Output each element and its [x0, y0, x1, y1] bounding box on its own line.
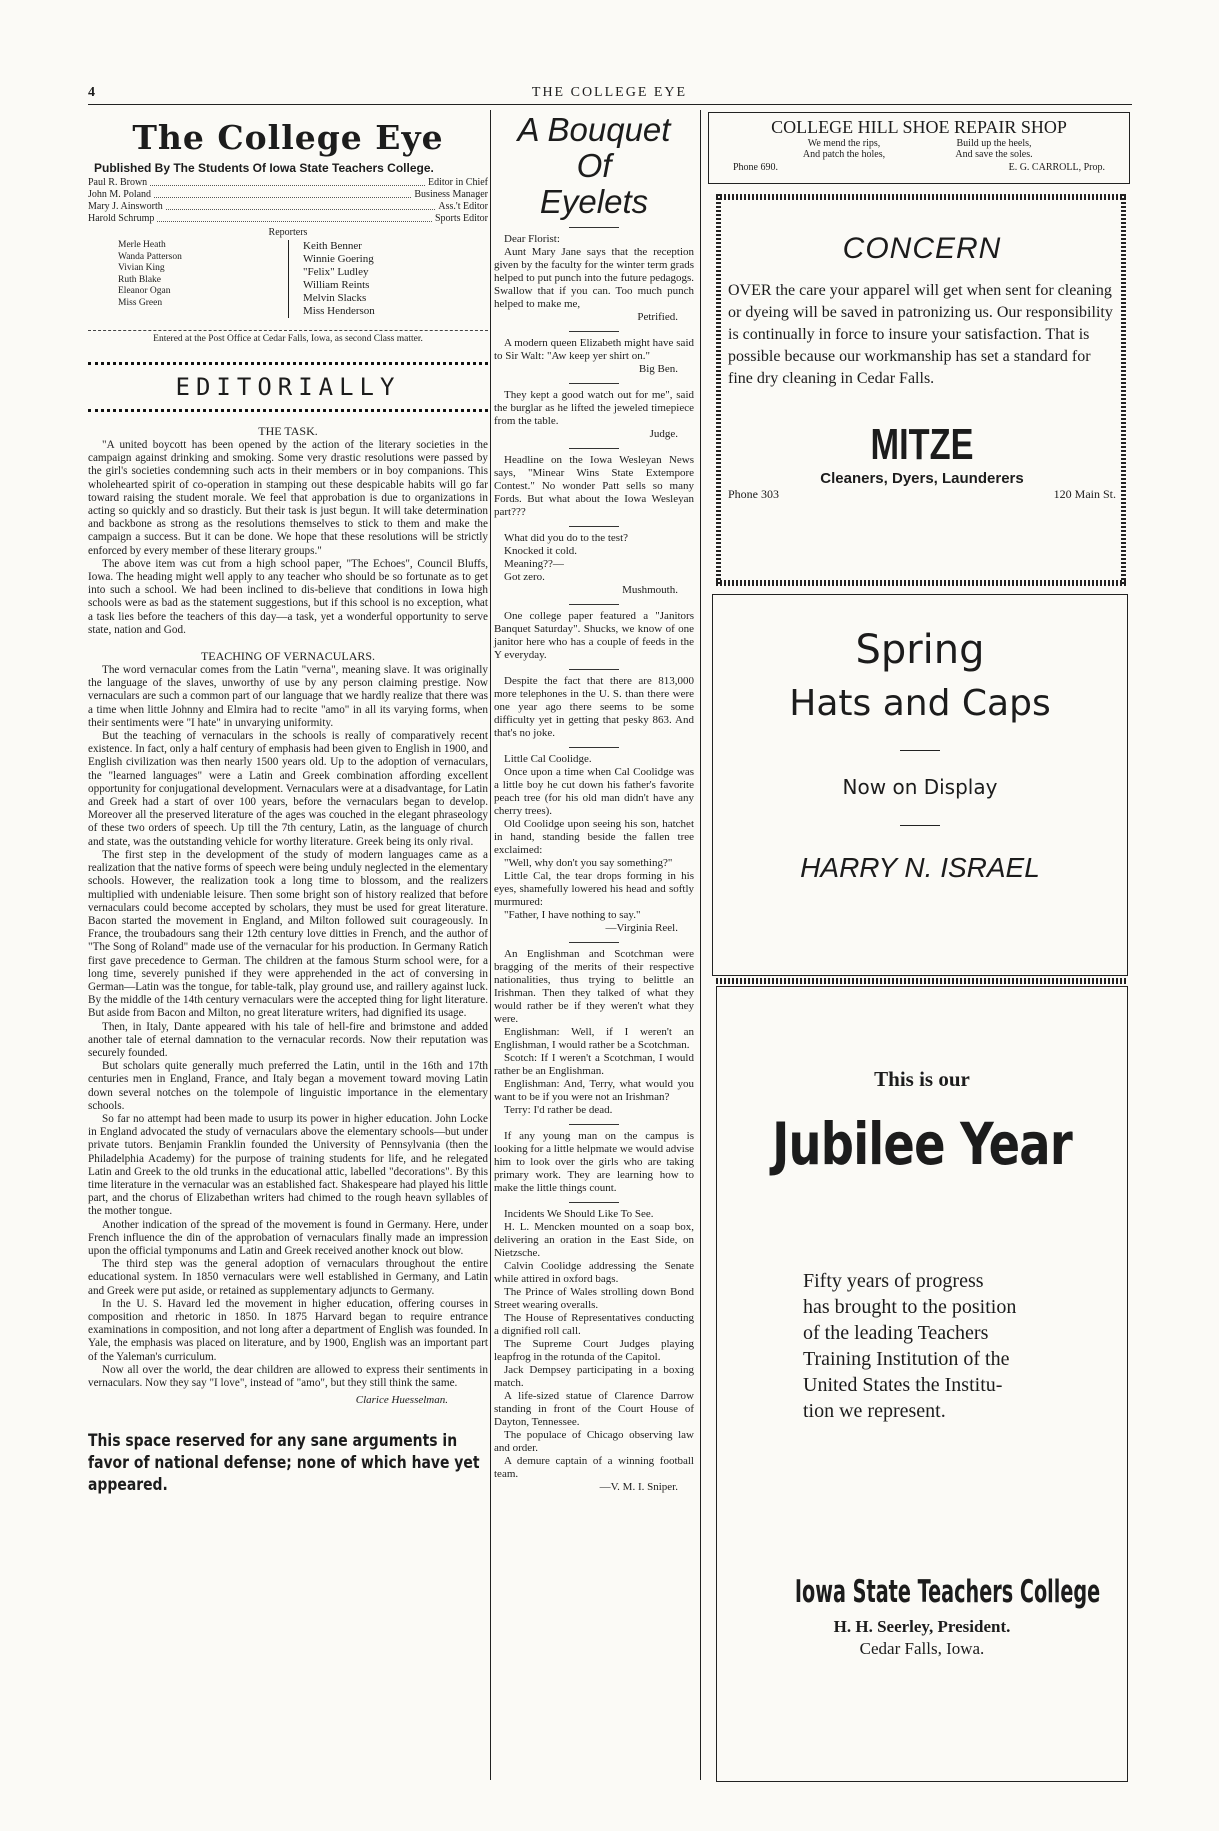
jubilee-body-line: Fifty years of progress	[803, 1270, 984, 1292]
bouquet-line: Meaning??—	[504, 558, 564, 570]
israel-ad	[712, 594, 1128, 976]
bouquet-line: The House of Representatives conducting a dignified roll call.	[494, 1312, 694, 1337]
bouquet-item	[494, 454, 694, 519]
bouquet-item	[494, 1130, 694, 1195]
bouquet-title-line: A Bouquet	[517, 111, 671, 148]
bouquet-signature: —V. M. I. Sniper.	[599, 1481, 678, 1493]
reporter: Merle Heath	[118, 240, 166, 250]
article-paragraph: Another indication of the spread of the movement is found in Germany. Here, under French influence the din of the approbation of vernaculars finally made an impression upon the official tymponums and Latin and Greek received another knock out blow.	[88, 1218, 488, 1257]
bouquet-item	[494, 948, 694, 1117]
jubilee-body	[803, 1268, 1127, 1424]
bouquet-line: Little Cal Coolidge.	[504, 753, 592, 765]
bouquet-item	[494, 532, 694, 597]
bouquet-line: Scotch: If I weren't a Scotchman, I would rather be an Englishman.	[494, 1052, 694, 1077]
shoe-ad-phone: Phone 690.	[733, 162, 778, 173]
article-signature: Clarice Huesselman.	[355, 1394, 448, 1407]
divider	[569, 227, 619, 228]
reporter: William Reints	[303, 279, 370, 291]
shoe-ad-text: Build up the heels,	[956, 138, 1032, 149]
shoe-ad-text: And save the soles.	[955, 149, 1033, 160]
reporter: Eleanor Ogan	[118, 286, 171, 296]
staff-row	[88, 189, 488, 201]
bouquet-line: Englishman: Well, if I weren't an Englishman, I would rather be a Scotchman.	[494, 1026, 694, 1051]
bouquet-line: A demure captain of a winning football team.	[494, 1455, 694, 1480]
staff-role: Editor in Chief	[428, 177, 488, 188]
bouquet-items	[494, 233, 694, 1494]
space-notice: This space reserved for any sane arguments in favor of national defense; none of which have yet appeared.	[88, 1431, 480, 1496]
bouquet-signature: Mushmouth.	[622, 584, 678, 596]
bouquet-item	[494, 610, 694, 662]
mitze-name: MITZE	[870, 420, 974, 469]
shoe-ad-text: We mend the rips,	[807, 138, 881, 149]
divider	[569, 747, 619, 748]
bouquet-line: Jack Dempsey participating in a boxing match.	[494, 1364, 694, 1389]
college-name: Iowa State Teachers College	[794, 1574, 1101, 1610]
article-paragraph: Now all over the world, the dear children are allowed to express their sentiments in vernaculars. Now they say "I love", instead of "amo", but they still think the same.	[88, 1363, 488, 1390]
shoe-ad-lines	[709, 138, 1129, 160]
bouquet-line: A modern queen Elizabeth might have said to Sir Walt: "Aw keep yer shirt on."	[494, 337, 694, 362]
bouquet-line: They kept a good watch out for me", said the burglar as he lifted the jeweled timepiece from the table.	[494, 389, 694, 427]
mitze-phone: Phone 303	[728, 487, 779, 501]
reporter: Vivian King	[118, 263, 165, 273]
divider	[569, 331, 619, 332]
shoe-ad-text: And patch the holes,	[802, 149, 886, 160]
reporter: Winnie Goering	[303, 253, 374, 265]
staff-name: Mary J. Ainsworth	[88, 201, 163, 212]
decorative-border	[716, 580, 1126, 586]
bouquet-item	[494, 1208, 694, 1494]
article-title: THE TASK.	[258, 424, 318, 438]
bouquet-line: Terry: I'd rather be dead.	[504, 1104, 613, 1116]
bouquet-line: Headline on the Iowa Wesleyan News says, "Minear Wins State Extempore Contest." No wonder Patt sells so many Fords. But what about the Iowa Wesleyan part???	[494, 454, 694, 518]
staff-list	[88, 177, 488, 225]
reporters-list	[118, 240, 488, 318]
staff-name: Paul R. Brown	[88, 177, 148, 188]
shoe-ad-title: COLLEGE HILL SHOE REPAIR SHOP	[771, 117, 1067, 137]
reporters-label: Reporters	[268, 227, 308, 238]
column-editorial	[88, 112, 488, 1496]
bouquet-signature: Judge.	[649, 428, 678, 440]
bouquet-line: Old Coolidge upon seeing his son, hatchet in hand, standing beside the fallen tree exclaimed:	[494, 818, 694, 856]
jubilee-body-line: of the leading Teachers	[803, 1322, 989, 1344]
spring-heading: Spring	[855, 627, 985, 673]
bouquet-line: "Well, why don't you say something?"	[504, 857, 673, 869]
article-title: TEACHING OF VERNACULARS.	[200, 649, 376, 664]
jubilee-body-line: tion we represent.	[803, 1400, 946, 1422]
bouquet-signature: Big Ben.	[638, 363, 678, 375]
mitze-services: Cleaners, Dyers, Launderers	[820, 470, 1024, 487]
bouquet-item	[494, 337, 694, 376]
bouquet-line: "Father, I have nothing to say."	[504, 909, 641, 921]
staff-role: Sports Editor	[434, 213, 488, 224]
masthead-title: The College Eye	[132, 118, 444, 157]
header-rule	[88, 104, 1132, 105]
column-rule-2	[700, 110, 701, 1780]
bouquet-line: Calvin Coolidge addressing the Senate while attired in oxford bags.	[494, 1260, 694, 1285]
article-paragraph: So far no attempt had been made to usurp its power in higher education. John Locke in England advocated the study of vernaculars above the elementary schools—but under private tutors. Benjamin Franklin founded the University of Pennsylvania (then the Philadelphia Academy) for the purpose of training students for life, and he relegated Latin and Greek to the old trunks in the educational attic, labelled "decorations". By this time literature in the vernacular was an established fact. Shakespeare had played his little part, and the chorus of Elizabethan writers had chimed to the rough heavn syllables of the mother tongue.	[88, 1112, 488, 1218]
bouquet-title	[494, 112, 694, 220]
bouquet-line: The populace of Chicago observing law and order.	[494, 1429, 694, 1454]
bouquet-line: One college paper featured a "Janitors Banquet Saturday". Shucks, we know of one janitor here who has a couple of feeds in the Y everyday.	[494, 610, 694, 661]
staff-name: John M. Poland	[88, 189, 152, 200]
divider	[900, 750, 940, 751]
bouquet-line: An Englishman and Scotchman were bragging of the merits of their respective nationalities, thus trying to belittle an Irishman. Then they talked of what they would rather be if they weren't what they were.	[494, 948, 694, 1025]
article-paragraph: In the U. S. Havard led the movement in higher education, offering courses in composition and rhetoric in 1850. In 1875 Harvard began to require entrance examinations in composition, and not long after a department of English was founded. In Yale, the emphasis was placed on literature, and by 1900, English was an important part of the Yaleman's curriculum.	[88, 1297, 488, 1363]
mitze-ad	[728, 200, 1116, 578]
decorative-border	[716, 194, 721, 584]
reporter: Miss Henderson	[303, 305, 375, 317]
reporter: Ruth Blake	[118, 274, 162, 285]
reporter: Melvin Slacks	[303, 292, 367, 304]
mitze-ad-body: OVER the care your apparel will get when sent for cleaning or dyeing will be saved in patronizing us. Our responsibility is continually in force to insure your satisfaction. That is possible because our workmanship has set a standard for fine dry cleaning in Cedar Falls.	[728, 282, 1113, 387]
reporter: Keith Benner	[303, 240, 362, 252]
jubilee-intro: This is our	[874, 1067, 970, 1091]
bouquet-line: H. L. Mencken mounted on a soap box, delivering an oration in the East Side, on Nietzsche.	[494, 1221, 694, 1259]
staff-row	[88, 201, 488, 213]
staff-name: Harold Schrump	[88, 213, 155, 224]
staff-row	[88, 213, 488, 225]
bouquet-item	[494, 389, 694, 441]
divider	[569, 669, 619, 670]
shoe-ad-footer	[709, 160, 1129, 173]
college-president: H. H. Seerley, President.	[833, 1617, 1011, 1636]
divider	[569, 526, 619, 527]
bouquet-line: Little Cal, the tear drops forming in his eyes, shamefully lowered his head and softly murmured:	[494, 870, 694, 908]
article-paragraph: But the teaching of vernaculars in the schools is really of comparatively recent existence. In fact, only a half century of emphasis had been given to English in 1900, and English civilization was then nearly 1500 years old. Up to the adoption of vernaculars, the "learned languages" were a Latin and Greek combination affording excellent opportunity for conjugational development. Vernaculars were at a disadvantage, for Latin and Greek had a start of over 100 years, before the vernaculars began to develop. Moreover all the preserved literature of the ages was couched in the elegant phraseology of these two orders of speech. Up till the 7th century, Latin, as the language of church and state, was the outstanding vehicle for worthy literature. Greek being its only rival.	[88, 730, 488, 848]
divider	[569, 1124, 619, 1125]
reporters-right	[288, 240, 473, 318]
jubilee-ad	[716, 986, 1128, 1782]
article-paragraph: The first step in the development of the study of modern languages came as a realization that the native forms of speech were being unduly neglected in the elementary schools. However, the realization took a long time to blossom, and the realizers multiplied with undeniable leisure. Then some bright son of history realized that before vernaculars could become accepted by scholars, they must be used for great literature. Bacon started the movement in England, and Milton followed suit courageously. In France, the troubadours sang their 12th century love ditties in French, and the author of "The Song of Roland" made use of the vernacular for his production. In Germany Ratich first gave precedence to German. The children at the famous Sturm school were, for a long time, severely punished if they were apprehended in the act of conversing in German—Latin was the tongue, for table-talk, play ground use, and raillery against luck. By the middle of the 14th century vernaculars were the accepted thing for light literature. But aside from Bacon and Milton, no great literature writers, had dignified its usage.	[88, 848, 488, 1020]
mitze-address: 120 Main St.	[1053, 487, 1116, 501]
israel-name: HARRY N. ISRAEL	[800, 852, 1040, 883]
staff-row	[88, 177, 488, 189]
now-on-display: Now on Display	[842, 775, 998, 799]
divider	[569, 942, 619, 943]
college-city: Cedar Falls, Iowa.	[859, 1639, 985, 1658]
concern-heading: CONCERN	[842, 232, 1002, 265]
article-paragraph: The above item was cut from a high school paper, "The Echoes", Council Bluffs, Iowa. The heading might well apply to any teacher who should be so fortunate as to get into such a school. We had been inclined to dis-believe that conditions in Iowa high schools were as bad as the statement suggestions, but if this school is no exception, what a task lies before the teachers of this day—a task, yet a wonderful opportunity to serve state, nation and God.	[88, 557, 488, 636]
editorially-banner	[88, 362, 488, 412]
divider	[569, 1202, 619, 1203]
bouquet-line: A life-sized statue of Clarence Darrow standing in front of the Court House of Dayton, Tennessee.	[494, 1390, 694, 1428]
bouquet-title-line: Eyelets	[539, 183, 649, 220]
bouquet-line: Aunt Mary Jane says that the reception given by the faculty for the winter term grads helped to put punch into the future pedagogs. Swallow that if you can. Too much punch helped to make me,	[494, 246, 694, 310]
decorative-border	[716, 978, 1126, 984]
mitze-footer	[728, 487, 1116, 502]
column-rule-1	[490, 110, 491, 1780]
bouquet-title-line: Of	[576, 147, 612, 184]
bouquet-item	[494, 675, 694, 740]
bouquet-signature: Petrified.	[637, 311, 678, 323]
publisher-line: Published By The Students Of Iowa State Teachers College.	[94, 161, 434, 175]
reporter: Wanda Patterson	[118, 251, 182, 262]
article-paragraph: "A united boycott has been opened by the action of the literary societies in the campaign against drinking and smoking. Some very drastic resolutions were passed by the girl's societies condemning such acts in their members or in boy companions. This wholehearted spirit of co-operation in stamping out these despicable habits will go far toward raising the student morale. We feel that approbation is due to organizations in acting so quickly and so drasticly. But their task is just begun. It will take determination and backbone as strong as the resolutions themselves to stick to them and make the campaign a success. But it can be done. We hope that these resolutions will be strictly enforced by every member of these literary groups."	[88, 439, 488, 557]
reporter: "Felix" Ludley	[303, 266, 369, 278]
bouquet-line: Incidents We Should Like To See.	[504, 1208, 654, 1220]
reporter: Miss Green	[118, 297, 163, 308]
page-number: 4	[88, 85, 95, 100]
bouquet-item	[494, 753, 694, 935]
divider	[900, 825, 940, 826]
bouquet-line: The Supreme Court Judges playing leapfrog in the rotunda of the Capitol.	[494, 1338, 694, 1363]
shoe-ad-proprietor: E. G. CARROLL, Prop.	[1008, 162, 1105, 173]
bouquet-line: The Prince of Wales strolling down Bond Street wearing overalls.	[494, 1286, 694, 1311]
divider	[569, 383, 619, 384]
bouquet-line: Once upon a time when Cal Coolidge was a little boy he cut down his father's favorite peach tree (for his old man didn't have any cherry trees).	[494, 766, 694, 817]
bouquet-signature: —Virginia Reel.	[605, 922, 678, 934]
hats-caps-heading: Hats and Caps	[789, 683, 1051, 724]
editorially-title: EDITORIALLY	[175, 373, 401, 401]
bouquet-line: If any young man on the campus is looking for a little helpmate we would advise him to look over the girls who are taking primary work. They are learning how to make the little things count.	[494, 1130, 694, 1194]
bouquet-item	[494, 233, 694, 324]
bouquet-line: What did you do to the test?	[504, 532, 629, 544]
bouquet-line: Got zero.	[504, 571, 545, 583]
reporters-left	[118, 240, 288, 318]
bouquet-line: Dear Florist:	[504, 233, 560, 245]
staff-role: Business Manager	[414, 189, 488, 200]
jubilee-heading: Jubilee Year	[772, 1110, 1072, 1178]
article-paragraph: The third step was the general adoption of vernaculars throughout the entire educational system. In 1850 vernaculars were well established in Germany, and Latin and Greek were put aside, or retained as supplementary adjuncts to Germany.	[88, 1258, 488, 1297]
jubilee-body-line: Training Institution of the	[803, 1348, 1010, 1370]
jubilee-body-line: has brought to the position	[803, 1296, 1017, 1318]
bouquet-line: Englishman: And, Terry, what would you want to be if you were not an Irishman?	[494, 1078, 694, 1103]
staff-role: Ass.'t Editor	[438, 201, 488, 212]
article-paragraph: The word vernacular comes from the Latin "verna", meaning slave. It was originally the language of the slaves, unworthy of use by any person claiming prestige. Now vernaculars are such a common part of our language that we hardly realize that there was a time when little Johnny and Elmira had to recite "amo" in all its varying forms, when their sentiments were "I hate" in unvarying uniformity.	[88, 664, 488, 729]
bouquet-line: Despite the fact that there are 813,000 more telephones in the U. S. than there were one year ago there seems to be some difficulty yet in getting that pesky 863. And that's no joke.	[494, 675, 694, 739]
bouquet-line: Knocked it cold.	[504, 545, 578, 557]
decorative-border	[1121, 194, 1126, 584]
shoe-repair-ad	[708, 112, 1130, 184]
article-paragraph: Then, in Italy, Dante appeared with his tale of hell-fire and brimstone and added another tale of eternal damnation to the vernacular records. Now their reputation was securely founded.	[88, 1020, 488, 1059]
running-head: THE COLLEGE EYE	[531, 85, 688, 100]
divider	[569, 448, 619, 449]
jubilee-body-line: United States the Institu-	[803, 1374, 1003, 1396]
column-bouquet	[494, 112, 694, 1494]
divider	[569, 604, 619, 605]
article-paragraph: But scholars quite generally much preferred the Latin, until in the 16th and 17th centuries men in England, France, and Italy began a movement toward moving Latin down several notches on the tolempole of linguistic importance in the elementary schools.	[88, 1060, 488, 1112]
post-office-notice: Entered at the Post Office at Cedar Falls, Iowa, as second Class matter.	[88, 330, 488, 344]
